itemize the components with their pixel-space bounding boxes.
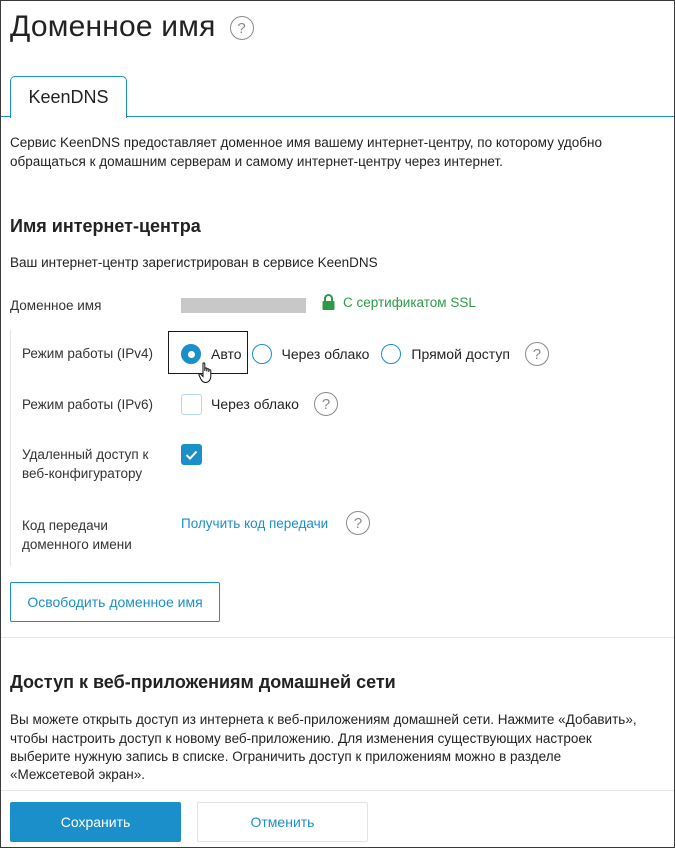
question-circle-icon[interactable]: ? (230, 16, 254, 40)
ipv6-cloud-checkbox[interactable] (181, 394, 202, 415)
domain-name-value-redacted (181, 298, 306, 313)
transfer-code-label-line2: доменного имени (22, 537, 132, 552)
apps-text-line4: «Межсетевой экран». (10, 767, 145, 782)
radio-auto-circle[interactable] (181, 344, 201, 364)
footer-divider (1, 790, 674, 791)
radio-direct[interactable] (381, 344, 510, 364)
question-circle-icon[interactable]: ? (346, 511, 370, 535)
hand-cursor-icon (198, 362, 216, 384)
ipv6-mode-label: Режим работы (IPv6) (22, 397, 153, 412)
intro-text-line1: Сервис KeenDNS предоставляет доменное имя вашему интернет-центру, по которому удобно (10, 135, 602, 150)
page-title: Доменное имя (10, 10, 216, 43)
release-domain-button[interactable]: Освободить доменное имя (10, 582, 220, 622)
ssl-status (322, 294, 476, 310)
radio-direct-label: Прямой доступ (411, 346, 510, 362)
ipv4-mode-label: Режим работы (IPv4) (22, 346, 153, 361)
tab-keendns[interactable]: KeenDNS (10, 76, 127, 118)
radio-cloud-label: Через облако (281, 346, 370, 362)
domain-name-label: Доменное имя (10, 298, 102, 313)
remote-access-label-line2: веб-конфигуратору (22, 466, 143, 481)
ipv6-cloud-label: Через облако (211, 396, 299, 412)
question-circle-icon[interactable]: ? (314, 392, 338, 416)
radio-auto[interactable] (181, 344, 242, 364)
question-circle-icon[interactable]: ? (525, 342, 549, 366)
remote-access-checkbox[interactable] (181, 444, 202, 465)
lock-icon (322, 294, 335, 310)
get-transfer-code-link[interactable]: Получить код передачи (181, 516, 329, 531)
radio-cloud-circle[interactable] (252, 344, 272, 364)
apps-text-line2: чтобы настроить доступ к новому веб-приложению. Для изменения существующих настроек (10, 731, 592, 746)
cancel-button[interactable]: Отменить (197, 802, 368, 842)
title-row (10, 10, 254, 44)
section-divider (1, 637, 674, 638)
ssl-status-text: С сертификатом SSL (343, 294, 476, 310)
device-section-title: Имя интернет-центра (10, 216, 201, 236)
radio-cloud[interactable] (252, 344, 370, 364)
intro-text-line2: обращаться к домашним серверам и самому интернет-центру через интернет. (10, 154, 503, 169)
ipv4-mode-radio-group (181, 342, 549, 366)
radio-direct-circle[interactable] (381, 344, 401, 364)
apps-text-line3: выберите нужную запись в списке. Ограничить доступ к приложениям можно в разделе (10, 749, 562, 764)
settings-indent-line (10, 330, 11, 566)
transfer-code-label-line1: Код передачи (22, 518, 108, 533)
apps-section-title: Доступ к веб-приложениям домашней сети (10, 672, 396, 692)
registration-status: Ваш интернет-центр зарегистрирован в сервисе KeenDNS (10, 255, 378, 270)
save-button[interactable]: Сохранить (10, 802, 181, 842)
remote-access-label-line1: Удаленный доступ к (22, 447, 149, 462)
radio-auto-label: Авто (211, 346, 242, 362)
checkmark-icon (185, 450, 198, 460)
apps-text-line1: Вы можете открыть доступ из интернета к веб-приложениям домашней сети. Нажмите «Добавить», (10, 712, 637, 727)
